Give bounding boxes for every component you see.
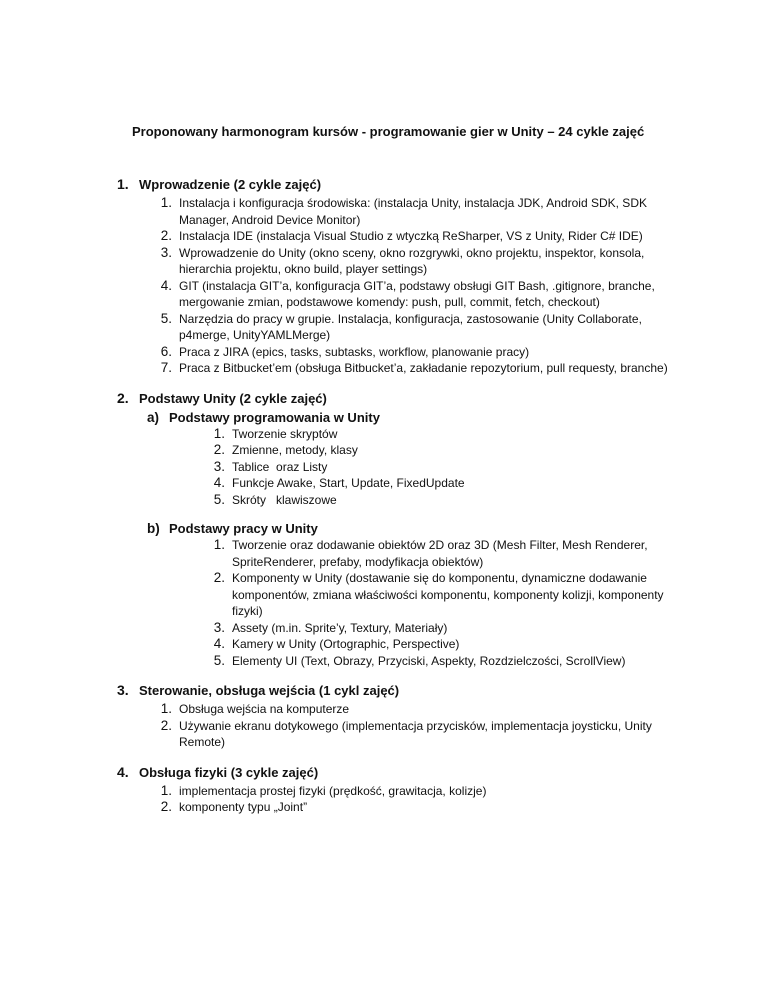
section-title: Sterowanie, obsługa wejścia (1 cykl zajęć) xyxy=(139,683,400,698)
item-text: implementacja prostej fizyki (prędkość, grawitacja, kolizje) xyxy=(179,783,487,798)
section-input-control xyxy=(117,682,677,751)
item-number: 5. xyxy=(213,491,225,507)
section-number: 1. xyxy=(117,176,129,192)
section-heading xyxy=(117,764,677,781)
item-text: Kamery w Unity (Ortographic, Perspective) xyxy=(232,637,460,651)
item-number: 4. xyxy=(213,636,225,651)
subsection-letter: b) xyxy=(147,521,160,536)
subsection-working-basics xyxy=(147,520,677,669)
item-text: Narzędzia do pracy w grupie. Instalacja, konfiguracja, zastosowanie (Unity Collaborate, p4merge, UnityYAMLMerge) xyxy=(179,311,642,342)
item-number: 7. xyxy=(160,360,172,375)
list-item xyxy=(203,537,677,570)
item-number: 1. xyxy=(160,701,172,716)
item-text: Praca z JIRA (epics, tasks, subtasks, workflow, planowanie pracy) xyxy=(179,344,530,359)
subsection-heading xyxy=(147,409,677,426)
section-items xyxy=(117,783,677,816)
item-number: 3. xyxy=(213,619,225,635)
item-text: Instalacja IDE (instalacja Visual Studio z wtyczką ReSharper, VS z Unity, Rider C# IDE) xyxy=(179,229,643,243)
section-unity-basics xyxy=(117,390,677,670)
subsection-heading xyxy=(147,520,677,537)
item-number: 1. xyxy=(160,782,172,798)
item-number: 6. xyxy=(160,343,172,359)
item-text: Tablice oraz Listy xyxy=(232,459,328,474)
list-item xyxy=(150,228,677,245)
list-item xyxy=(150,783,677,800)
list-item xyxy=(203,459,677,476)
item-text: Elementy UI (Text, Obrazy, Przyciski, Aspekty, Rozdzielczości, ScrollView) xyxy=(232,653,626,668)
section-heading xyxy=(117,176,677,193)
list-item xyxy=(150,344,677,361)
item-text: Assety (m.in. Sprite’y, Textury, Materiały) xyxy=(232,620,448,635)
list-item xyxy=(150,718,677,751)
item-number: 2. xyxy=(160,799,172,814)
item-number: 5. xyxy=(160,310,172,326)
section-title: Obsługa fizyki (3 cykle zajęć) xyxy=(139,764,319,780)
item-number: 3. xyxy=(160,244,172,260)
item-text: Instalacja i konfiguracja środowiska: (instalacja Unity, instalacja JDK, Android SDK, SDK Manager, Android Device Monitor) xyxy=(179,196,647,227)
list-item xyxy=(150,799,677,816)
course-schedule xyxy=(117,176,677,829)
item-number: 2. xyxy=(160,717,172,733)
list-item xyxy=(203,620,677,637)
section-items xyxy=(117,701,677,751)
document-title: Proponowany harmonogram kursów - programowanie gier w Unity – 24 cykle zajęć xyxy=(132,124,645,139)
list-item xyxy=(203,636,677,653)
item-number: 3. xyxy=(213,458,225,474)
subsection-programming-basics xyxy=(147,409,677,509)
item-number: 2. xyxy=(213,442,225,457)
item-number: 5. xyxy=(213,652,225,668)
item-text: Komponenty w Unity (dostawanie się do komponentu, dynamiczne dodawanie komponentów, zmiana właściwości komponentu, komponenty kolizji, komponenty fizyki) xyxy=(232,571,664,618)
item-text: Skróty klawiszowe xyxy=(232,492,337,507)
item-number: 2. xyxy=(213,570,225,585)
subsection-letter: a) xyxy=(147,409,160,425)
item-text: Tworzenie oraz dodawanie obiektów 2D oraz 3D (Mesh Filter, Mesh Renderer, SpriteRenderer, prefaby, modyfikacja obiektów) xyxy=(232,538,648,569)
list-item xyxy=(150,245,677,278)
item-text: Obsługa wejścia na komputerze xyxy=(179,702,350,716)
list-item xyxy=(203,475,677,492)
item-number: 1. xyxy=(160,195,172,210)
item-text: Funkcje Awake, Start, Update, FixedUpdate xyxy=(232,476,465,490)
section-number: 2. xyxy=(117,389,129,406)
section-number: 4. xyxy=(117,763,129,780)
section-title: Podstawy Unity (2 cykle zajęć) xyxy=(139,390,327,406)
list-item xyxy=(203,426,677,443)
item-text: GIT (instalacja GIT’a, konfiguracja GIT’a, podstawy obsługi GIT Bash, .gitignore, branche, mergowanie zmian, podstawowe komendy: push, pull, commit, fetch, checkout) xyxy=(179,278,655,309)
item-number: 4. xyxy=(213,475,225,490)
list-item xyxy=(203,653,677,670)
section-title: Wprowadzenie (2 cykle zajęć) xyxy=(139,177,322,192)
list-item xyxy=(150,195,677,228)
section-heading xyxy=(117,682,677,699)
list-item xyxy=(203,442,677,459)
item-number: 2. xyxy=(160,228,172,243)
list-item xyxy=(150,701,677,718)
section-heading xyxy=(117,390,677,407)
subsection-title: Podstawy programowania w Unity xyxy=(169,409,380,425)
item-number: 4. xyxy=(160,277,172,293)
list-item xyxy=(150,311,677,344)
section-introduction xyxy=(117,176,677,377)
list-item xyxy=(203,492,677,509)
item-text: Praca z Bitbucket’em (obsługa Bitbucket’a, zakładanie repozytorium, pull requesty, branche) xyxy=(179,361,668,375)
item-number: 1. xyxy=(213,425,225,441)
item-text: Wprowadzenie do Unity (okno sceny, okno rozgrywki, okno projektu, inspektor, konsola, hierarchia projektu, okno build, player settings) xyxy=(179,245,645,276)
list-item xyxy=(203,570,677,620)
list-item xyxy=(150,278,677,311)
item-text: komponenty typu „Joint” xyxy=(179,800,308,814)
item-text: Tworzenie skryptów xyxy=(232,426,338,441)
item-text: Zmienne, metody, klasy xyxy=(232,443,358,457)
section-physics xyxy=(117,764,677,816)
section-items xyxy=(117,195,677,377)
item-number: 1. xyxy=(213,537,225,552)
list-item xyxy=(150,360,677,377)
subsection-title: Podstawy pracy w Unity xyxy=(169,521,318,536)
section-number: 3. xyxy=(117,682,129,698)
item-text: Używanie ekranu dotykowego (implementacja przycisków, implementacja joysticku, Unity Remote) xyxy=(179,718,652,749)
